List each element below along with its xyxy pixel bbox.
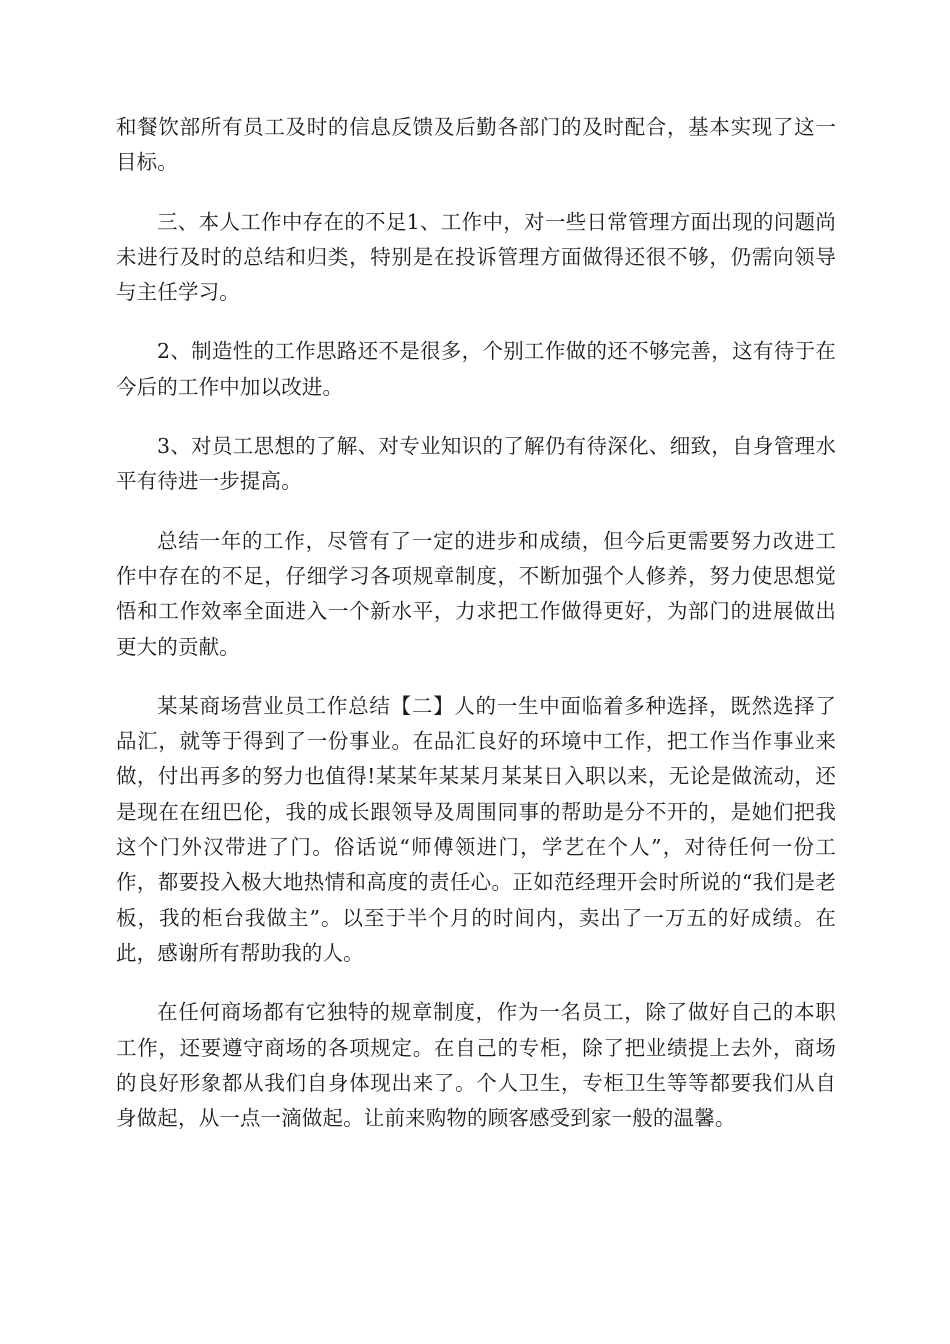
paragraph-continuation: 和餐饮部所有员工及时的信息反馈及后勤各部门的及时配合，基本实现了这一目标。 [116, 115, 836, 175]
paragraph-point-2: 2、制造性的工作思路还不是很多，个别工作做的还不够完善，这有待于在今后的工作中加以改进。 [116, 339, 836, 399]
paragraph-section-two: 某某商场营业员工作总结【二】人的一生中面临着多种选择，既然选择了品汇，就等于得到了一份事业。在品汇良好的环境中工作，把工作当作事业来做，付出再多的努力也值得!某某年某某月某某日入职以来，无论是做流动，还是现在在纽巴伦，我的成长跟领导及周围同事的帮助是分不开的，是她们把我这个门外汉带进了门。俗话说“师傅领进门，学艺在个人”，对待任何一份工作，都要投入极大地热情和高度的责任心。正如范经理开会时所说的“我们是老板，我的柜台我做主”。以至于半个月的时间内，卖出了一万五的好成绩。在此，感谢所有帮助我的人。 [116, 693, 836, 965]
document-body [116, 110, 836, 1160]
paragraph-point-3: 3、对员工思想的了解、对专业知识的了解仍有待深化、细致，自身管理水平有待进一步提高。 [116, 434, 836, 494]
paragraph-shortcomings: 三、本人工作中存在的不足1、工作中，对一些日常管理方面出现的问题尚未进行及时的总结和归类，特别是在投诉管理方面做得还很不够，仍需向领导与主任学习。 [116, 209, 836, 305]
paragraph-rules: 在任何商场都有它独特的规章制度，作为一名员工，除了做好自己的本职工作，还要遵守商场的各项规定。在自己的专柜，除了把业绩提上去外，商场的良好形象都从我们自身体现出来了。个人卫生，专柜卫生等等都要我们从自身做起，从一点一滴做起。让前来购物的顾客感受到家一般的温馨。 [116, 1000, 836, 1131]
paragraph-summary: 总结一年的工作，尽管有了一定的进步和成绩，但今后更需要努力改进工作中存在的不足，仔细学习各项规章制度，不断加强个人修养，努力使思想觉悟和工作效率全面进入一个新水平，力求把工作做得更好，为部门的进展做出更大的贡献。 [116, 528, 836, 659]
